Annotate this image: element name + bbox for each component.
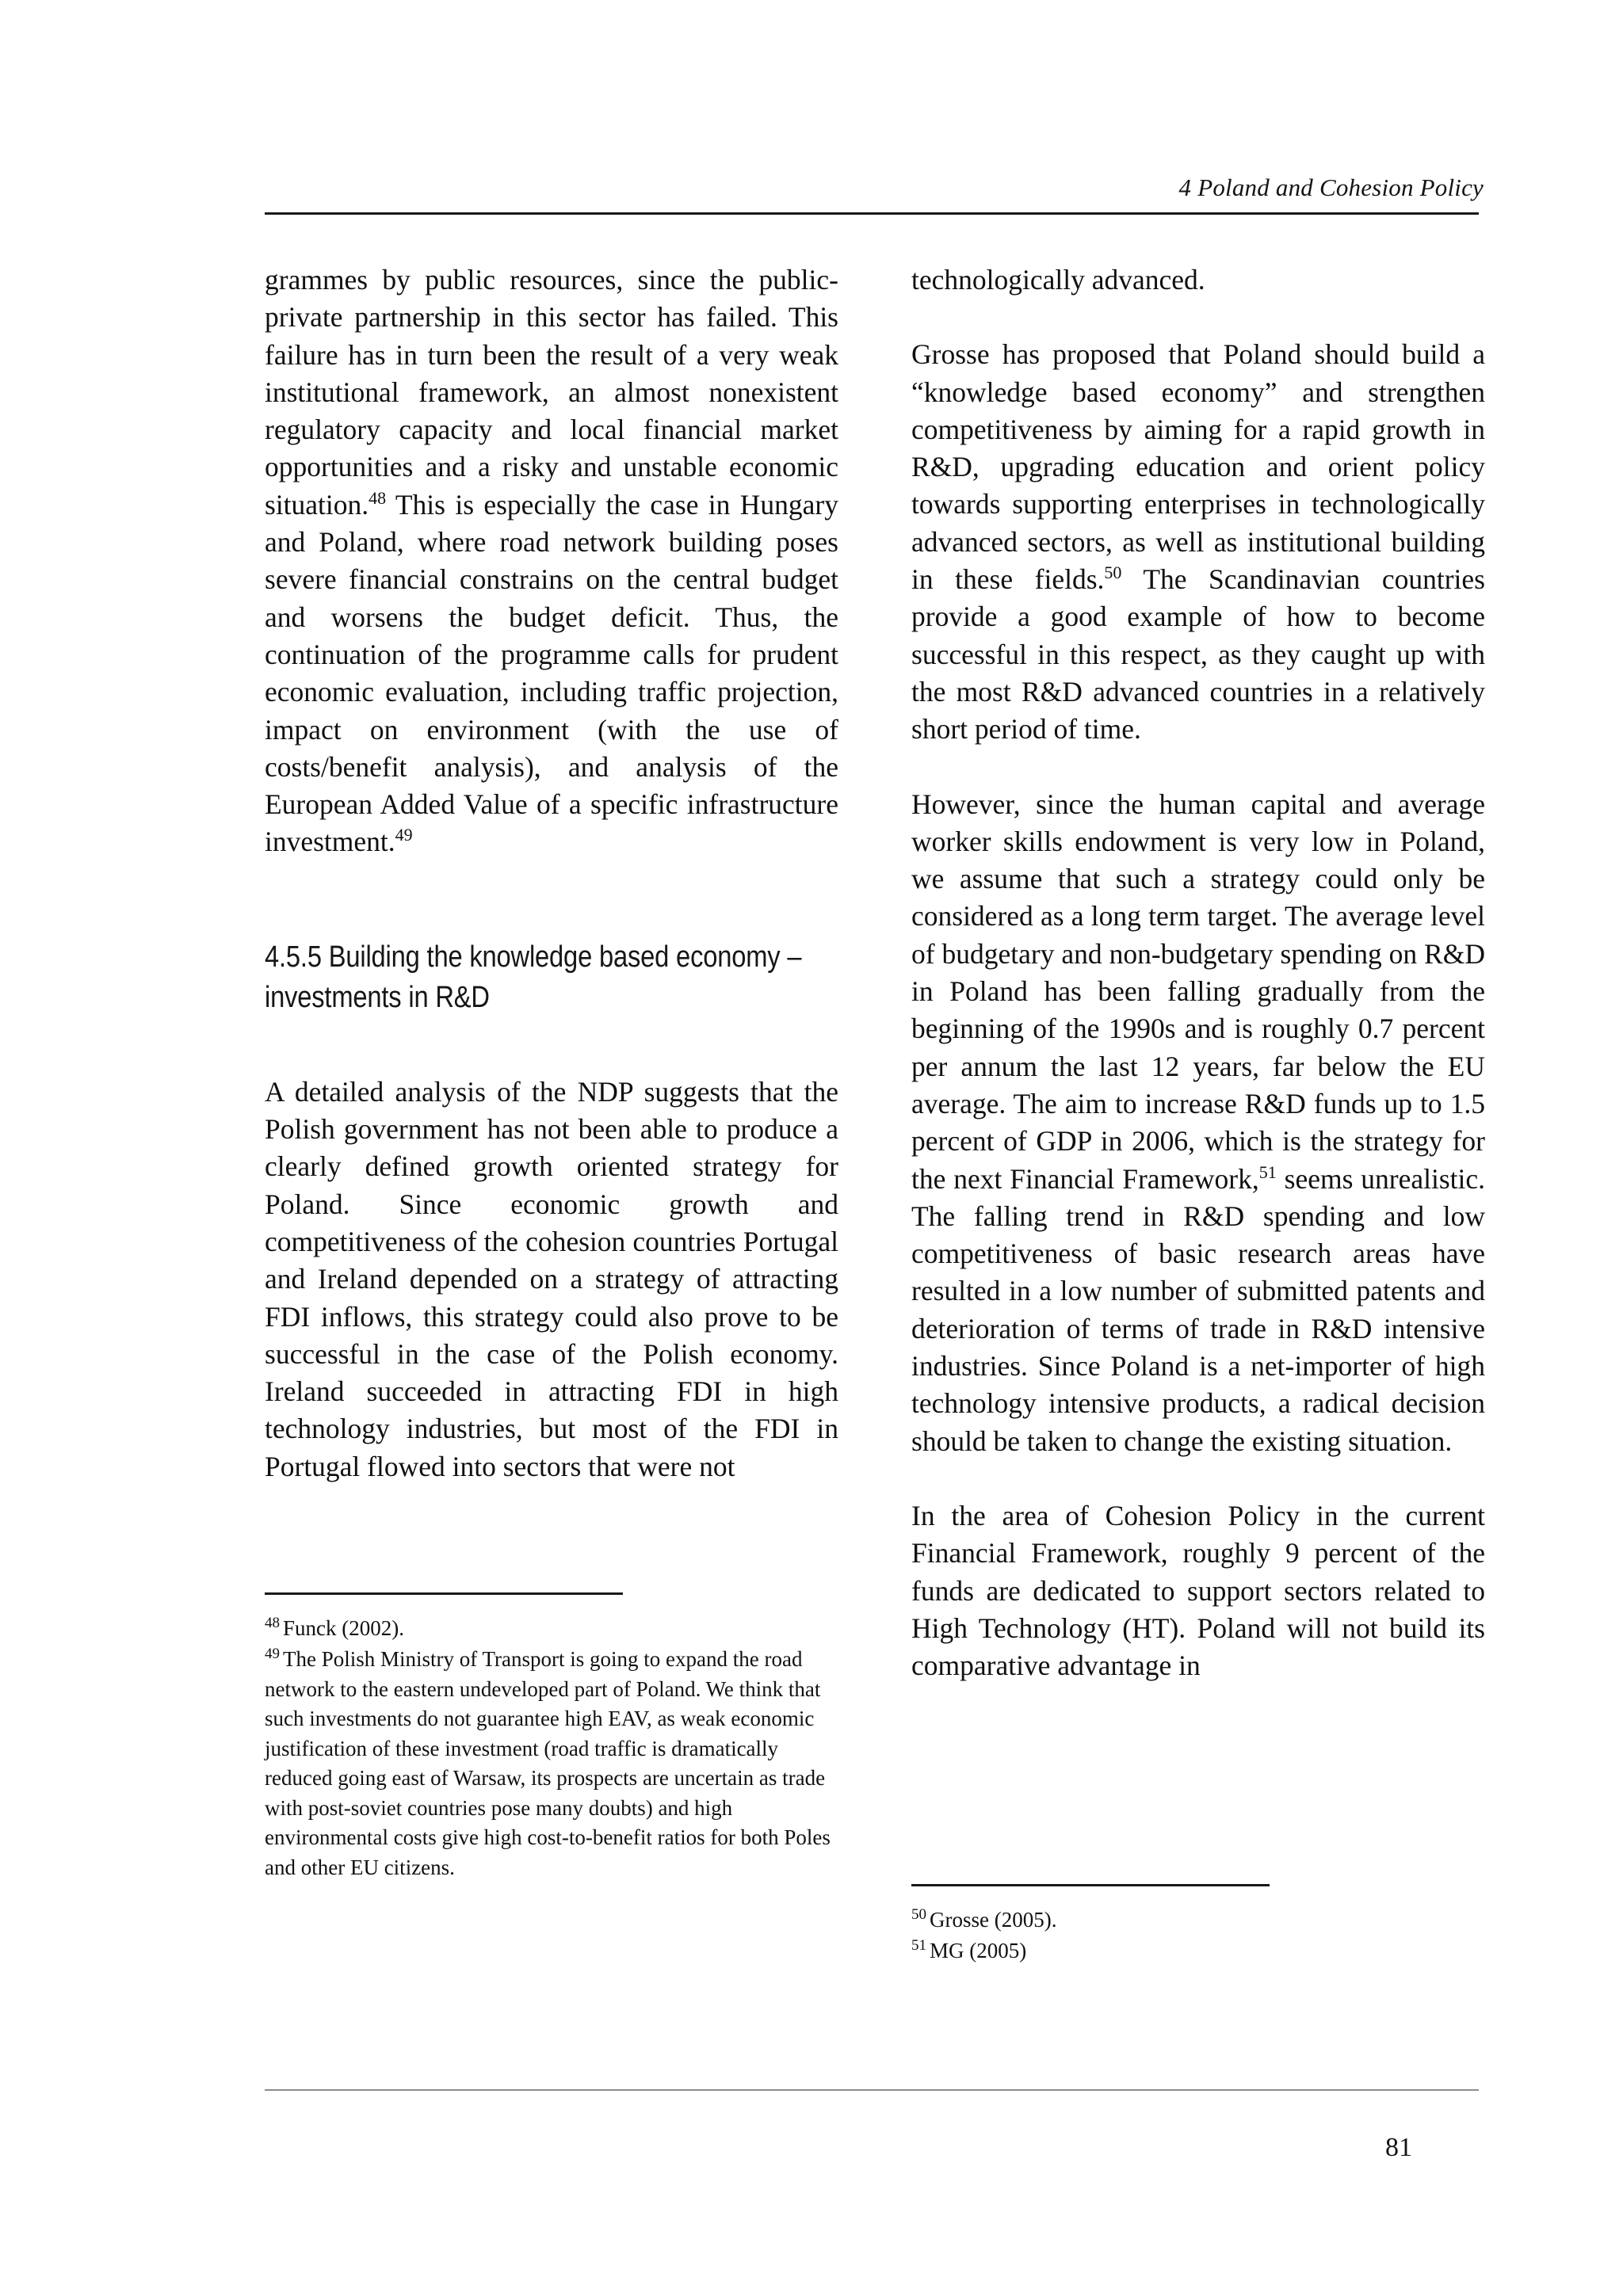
right-paragraph-3 xyxy=(911,786,1485,1460)
right-column xyxy=(911,261,1485,1997)
header-rule xyxy=(265,212,1479,215)
footnote-50-number: 50 xyxy=(911,1905,926,1923)
right-paragraph-2-text-a: Grosse has proposed that Poland should build a “knowledge based economy” and strengthen competitiveness by aiming for a rapid growth in R&D, upgrading education and orient policy towards supporting enterprises in technologically advanced sectors, as well as institutional building in these fields. xyxy=(911,338,1485,596)
running-head: 4 Poland and Cohesion Policy xyxy=(1178,174,1484,201)
footnote-51-text: MG (2005) xyxy=(930,1939,1027,1962)
right-paragraph-2 xyxy=(911,336,1485,748)
footnote-ref-48[interactable]: 48 xyxy=(369,487,387,508)
two-column-body xyxy=(265,261,1485,1997)
footer-rule xyxy=(265,2089,1479,2091)
footnote-49-number: 49 xyxy=(265,1646,280,1662)
footnote-51-number: 51 xyxy=(911,1937,926,1954)
right-paragraph-3-text-a: However, since the human capital and average worker skills endowment is very low in Poland, we assume that such a strategy could only be considered as a long term target. The average level of budgetary and non-budgetary spending on R&D in Poland has been falling gradually from the beginning of the 1990s and is roughly 0.7 percent per annum the last 12 years, far below the EU average. The aim to increase R&D funds up to 1.5 percent of GDP in 2006, which is the strategy for the next Financial Framework, xyxy=(911,788,1485,1195)
right-footnote-block xyxy=(911,1884,1485,1966)
left-column xyxy=(265,261,838,1997)
page-number: 81 xyxy=(1385,2133,1412,2162)
left-paragraph-1-text-b: This is especially the case in Hungary and Poland, where road network building poses severe financial constrains on the central budget and worsens the budget deficit. Thus, the continuation of the programme calls for prudent economic evaluation, including traffic projection, impact on environment (with the use of costs/benefit analysis), and analysis of the European Added Value of a specific infrastructure investment. xyxy=(265,488,838,858)
footnote-48-text: Funck (2002). xyxy=(283,1615,404,1640)
footnote-separator-rule xyxy=(265,1592,623,1595)
right-paragraph-2-text-b: The Scandinavian countries provide a good example of how to become successful in this respect, as they caught up with the most R&D advanced countries in a relatively short period of time. xyxy=(911,563,1485,746)
section-heading-block xyxy=(265,937,838,1018)
left-paragraph-1 xyxy=(265,261,838,861)
left-footnote-block xyxy=(265,1592,838,1882)
running-head-container xyxy=(265,173,1623,202)
left-paragraph-2: A detailed analysis of the NDP suggests that the Polish government has not been able to produce a clearly defined growth oriented strategy for Poland. Since economic growth and competitiveness of the cohesion countries Portugal and Ireland depended on a strategy of attracting FDI inflows, this strategy could also prove to be successful in the case of the Polish economy. Ireland succeeded in attracting FDI in high technology industries, but most of the FDI in Portugal flowed into sectors that were not xyxy=(265,1075,838,1482)
right-paragraph-4: In the area of Cohesion Policy in the current Financial Framework, roughly 9 percent of the funds are dedicated to support sectors related to High Technology (HT). Poland will not build its comparative advantage in xyxy=(911,1499,1485,1682)
footnote-51 xyxy=(911,1936,1485,1966)
footnote-49-text: The Polish Ministry of Transport is going to expand the road network to the eastern undeveloped part of Poland. We think that such investments do not guarantee high EAV, as weak economic justification of these investment (road traffic is dramatically reduced going east of Warsaw, its prospects are uncertain as trade with post-soviet countries pose many doubts) and high environmental costs give high cost-to-benefit ratios for both Poles and other EU citizens. xyxy=(265,1647,831,1879)
right-paragraph-3-text-b: seems unrealistic. The falling trend in R&D spending and low competitiveness of basic research areas have resulted in a low number of submitted patents and deterioration of terms of trade in R&D intensive industries. Since Poland is a net-importer of high technology intensive products, a radical decision should be taken to change the existing situation. xyxy=(911,1162,1485,1457)
section-heading-4-5-5: 4.5.5 Building the knowledge based economy – investments in R&D xyxy=(265,940,802,1014)
footnote-49 xyxy=(265,1645,838,1882)
right-paragraph-1: technologically advanced. xyxy=(911,264,1205,296)
footnote-ref-50[interactable]: 50 xyxy=(1104,563,1122,583)
footnote-50-text: Grosse (2005). xyxy=(930,1907,1057,1932)
left-paragraph-1-text-a: grammes by public resources, since the public-private partnership in this sector has failed. This failure has in turn been the result of a very weak institutional framework, an almost nonexistent regulatory capacity and local financial market opportunities and a risky and unstable economic situation. xyxy=(265,264,838,521)
footnote-ref-51[interactable]: 51 xyxy=(1258,1161,1277,1182)
footnote-50 xyxy=(911,1905,1485,1936)
footnote-48-number: 48 xyxy=(265,1614,280,1631)
footnote-48 xyxy=(265,1614,838,1644)
footnote-ref-49[interactable]: 49 xyxy=(395,825,413,845)
footnote-separator-rule-right xyxy=(911,1884,1270,1886)
